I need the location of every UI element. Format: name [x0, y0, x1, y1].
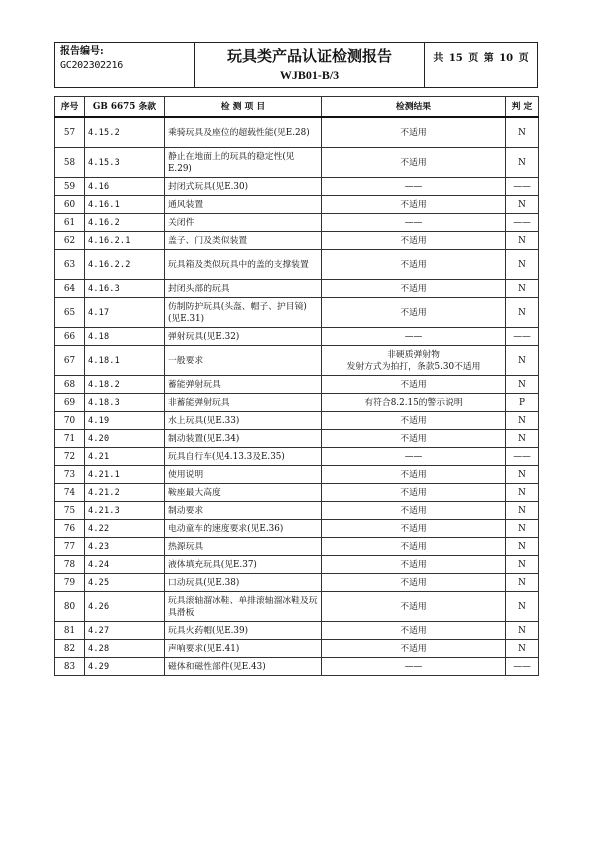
row-seq: 83 — [55, 658, 85, 676]
row-clause: 4.16.2 — [85, 214, 165, 232]
row-result: 不适用 — [322, 520, 506, 538]
row-seq: 60 — [55, 196, 85, 214]
row-seq: 59 — [55, 178, 85, 196]
col-header-verdict: 判 定 — [506, 97, 539, 118]
table-body — [55, 117, 539, 676]
row-result: 不适用 — [322, 196, 506, 214]
row-item: 弹射玩具(见E.32) — [165, 328, 322, 346]
row-item: 通风装置 — [165, 196, 322, 214]
table-row — [55, 178, 539, 196]
row-clause: 4.26 — [85, 592, 165, 622]
document-code: WJB01-B/3 — [279, 68, 340, 82]
row-result: 不适用 — [322, 412, 506, 430]
row-verdict: N — [506, 250, 539, 280]
row-item: 封闭头部的玩具 — [165, 280, 322, 298]
table-row — [55, 622, 539, 640]
row-clause: 4.19 — [85, 412, 165, 430]
table-row — [55, 658, 539, 676]
row-item: 关闭件 — [165, 214, 322, 232]
row-item: 玩具滚轴溜冰鞋、单排滚轴溜冰鞋及玩具滑板 — [165, 592, 322, 622]
table-row — [55, 148, 539, 178]
table-row — [55, 412, 539, 430]
row-seq: 77 — [55, 538, 85, 556]
row-verdict: N — [506, 622, 539, 640]
row-clause: 4.15.2 — [85, 117, 165, 148]
row-clause: 4.24 — [85, 556, 165, 574]
table-row — [55, 592, 539, 622]
row-result: —— — [322, 328, 506, 346]
row-result-line: 发射方式为拍打，条款5.30不适用 — [346, 361, 481, 372]
table-row — [55, 574, 539, 592]
row-seq: 58 — [55, 148, 85, 178]
report-title: 玩具类产品认证检测报告 — [226, 47, 392, 65]
row-seq: 62 — [55, 232, 85, 250]
row-item: 一般要求 — [165, 346, 322, 376]
row-seq: 70 — [55, 412, 85, 430]
row-result: 不适用 — [322, 556, 506, 574]
row-seq: 75 — [55, 502, 85, 520]
table-row — [55, 214, 539, 232]
row-verdict: N — [506, 280, 539, 298]
row-result — [322, 346, 506, 376]
row-verdict: N — [506, 640, 539, 658]
row-result: 不适用 — [322, 250, 506, 280]
row-seq: 57 — [55, 117, 85, 148]
col-header-clause: GB 6675 条款 — [85, 97, 165, 118]
row-item: 制动装置(见E.34) — [165, 430, 322, 448]
col-header-seq: 序号 — [55, 97, 85, 118]
table-row — [55, 280, 539, 298]
row-item: 盖子、门及类似装置 — [165, 232, 322, 250]
table-row — [55, 394, 539, 412]
row-result-line: 非硬质弹射物 — [387, 349, 440, 360]
table-row — [55, 328, 539, 346]
row-seq: 78 — [55, 556, 85, 574]
row-seq: 79 — [55, 574, 85, 592]
row-verdict: P — [506, 394, 539, 412]
table-row — [55, 556, 539, 574]
table-row — [55, 448, 539, 466]
row-item: 液体填充玩具(见E.37) — [165, 556, 322, 574]
row-clause: 4.29 — [85, 658, 165, 676]
page-current: 10 — [499, 53, 514, 64]
table-row — [55, 298, 539, 328]
row-clause: 4.28 — [85, 640, 165, 658]
row-result: 不适用 — [322, 622, 506, 640]
row-seq: 71 — [55, 430, 85, 448]
row-clause: 4.16.1 — [85, 196, 165, 214]
row-clause: 4.22 — [85, 520, 165, 538]
row-verdict: N — [506, 556, 539, 574]
row-clause: 4.16 — [85, 178, 165, 196]
row-seq: 74 — [55, 484, 85, 502]
row-result: 不适用 — [322, 538, 506, 556]
table-row — [55, 232, 539, 250]
row-item: 鞍座最大高度 — [165, 484, 322, 502]
row-verdict: N — [506, 520, 539, 538]
row-verdict: N — [506, 412, 539, 430]
row-result: 不适用 — [322, 574, 506, 592]
table-row — [55, 466, 539, 484]
table-row — [55, 376, 539, 394]
row-clause: 4.16.2.2 — [85, 250, 165, 280]
row-result: 不适用 — [322, 592, 506, 622]
row-verdict: N — [506, 148, 539, 178]
row-verdict: N — [506, 538, 539, 556]
row-seq: 68 — [55, 376, 85, 394]
row-item: 蓄能弹射玩具 — [165, 376, 322, 394]
row-seq: 76 — [55, 520, 85, 538]
row-item: 制动要求 — [165, 502, 322, 520]
row-clause: 4.18.3 — [85, 394, 165, 412]
row-seq: 65 — [55, 298, 85, 328]
row-item: 静止在地面上的玩具的稳定性(见E.29) — [165, 148, 322, 178]
row-item: 玩具自行车(见4.13.3及E.35) — [165, 448, 322, 466]
row-clause: 4.27 — [85, 622, 165, 640]
row-seq: 80 — [55, 592, 85, 622]
row-clause: 4.17 — [85, 298, 165, 328]
row-verdict: N — [506, 232, 539, 250]
row-result: 不适用 — [322, 298, 506, 328]
row-clause: 4.21.2 — [85, 484, 165, 502]
row-item: 水上玩具(见E.33) — [165, 412, 322, 430]
row-verdict: N — [506, 484, 539, 502]
row-seq: 63 — [55, 250, 85, 280]
table-row — [55, 538, 539, 556]
row-verdict: N — [506, 346, 539, 376]
table-row — [55, 520, 539, 538]
page-info — [425, 43, 537, 87]
report-title-cell — [195, 43, 425, 87]
row-result: —— — [322, 448, 506, 466]
row-seq: 64 — [55, 280, 85, 298]
row-item: 仿制防护玩具(头盔、帽子、护目镜)(见E.31) — [165, 298, 322, 328]
row-seq: 67 — [55, 346, 85, 376]
row-result: 不适用 — [322, 148, 506, 178]
row-clause: 4.18 — [85, 328, 165, 346]
inspection-table — [54, 96, 539, 676]
row-clause: 4.21.3 — [85, 502, 165, 520]
report-header — [54, 42, 538, 88]
row-verdict: —— — [506, 658, 539, 676]
row-result: —— — [322, 658, 506, 676]
row-result: —— — [322, 214, 506, 232]
row-result: —— — [322, 178, 506, 196]
row-verdict: N — [506, 502, 539, 520]
col-header-result: 检测结果 — [322, 97, 506, 118]
row-verdict: —— — [506, 328, 539, 346]
row-clause: 4.21.1 — [85, 466, 165, 484]
table-row — [55, 346, 539, 376]
row-item: 口动玩具(见E.38) — [165, 574, 322, 592]
col-header-item: 检 测 项 目 — [165, 97, 322, 118]
page-total-prefix: 共 — [433, 53, 444, 64]
row-clause: 4.23 — [85, 538, 165, 556]
row-clause: 4.21 — [85, 448, 165, 466]
row-item: 乘骑玩具及座位的超载性能(见E.28) — [165, 117, 322, 148]
row-result: 不适用 — [322, 117, 506, 148]
page-total: 15 — [448, 53, 463, 64]
row-verdict: N — [506, 298, 539, 328]
row-result: 不适用 — [322, 376, 506, 394]
table-row — [55, 250, 539, 280]
row-seq: 72 — [55, 448, 85, 466]
row-result: 不适用 — [322, 232, 506, 250]
report-number-cell — [55, 43, 195, 87]
row-item: 玩具箱及类似玩具中的盖的支撑装置 — [165, 250, 322, 280]
row-verdict: N — [506, 117, 539, 148]
row-seq: 66 — [55, 328, 85, 346]
table-row — [55, 196, 539, 214]
row-clause: 4.25 — [85, 574, 165, 592]
row-item: 电动童车的速度要求(见E.36) — [165, 520, 322, 538]
row-result: 不适用 — [322, 502, 506, 520]
row-clause: 4.18.1 — [85, 346, 165, 376]
row-verdict: —— — [506, 178, 539, 196]
row-seq: 82 — [55, 640, 85, 658]
table-row — [55, 430, 539, 448]
row-result: 不适用 — [322, 484, 506, 502]
row-verdict: N — [506, 466, 539, 484]
row-item: 磁体和磁性部件(见E.43) — [165, 658, 322, 676]
row-seq: 81 — [55, 622, 85, 640]
row-verdict: N — [506, 430, 539, 448]
report-number: GC202302216 — [60, 60, 123, 71]
row-clause: 4.16.3 — [85, 280, 165, 298]
row-item: 玩具火药帽(见E.39) — [165, 622, 322, 640]
row-clause: 4.15.3 — [85, 148, 165, 178]
row-item: 热源玩具 — [165, 538, 322, 556]
row-verdict: N — [506, 196, 539, 214]
table-row — [55, 640, 539, 658]
row-seq: 69 — [55, 394, 85, 412]
row-verdict: —— — [506, 214, 539, 232]
row-clause: 4.16.2.1 — [85, 232, 165, 250]
row-clause: 4.20 — [85, 430, 165, 448]
page-current-prefix: 第 — [483, 53, 494, 64]
row-verdict: —— — [506, 448, 539, 466]
report-number-label: 报告编号: — [60, 46, 104, 57]
row-verdict: N — [506, 376, 539, 394]
row-seq: 61 — [55, 214, 85, 232]
page-unit: 页 — [468, 53, 479, 64]
row-result: 不适用 — [322, 280, 506, 298]
row-result: 有符合8.2.15的警示说明 — [322, 394, 506, 412]
row-item: 非蓄能弹射玩具 — [165, 394, 322, 412]
row-result: 不适用 — [322, 466, 506, 484]
row-item: 使用说明 — [165, 466, 322, 484]
table-row — [55, 502, 539, 520]
table-row — [55, 484, 539, 502]
row-item: 声响要求(见E.41) — [165, 640, 322, 658]
table-row — [55, 117, 539, 148]
row-verdict: N — [506, 574, 539, 592]
row-result: 不适用 — [322, 640, 506, 658]
page-current-unit: 页 — [518, 53, 529, 64]
row-verdict: N — [506, 592, 539, 622]
row-item: 封闭式玩具(见E.30) — [165, 178, 322, 196]
row-seq: 73 — [55, 466, 85, 484]
row-clause: 4.18.2 — [85, 376, 165, 394]
row-result: 不适用 — [322, 430, 506, 448]
table-header-row — [55, 97, 539, 118]
